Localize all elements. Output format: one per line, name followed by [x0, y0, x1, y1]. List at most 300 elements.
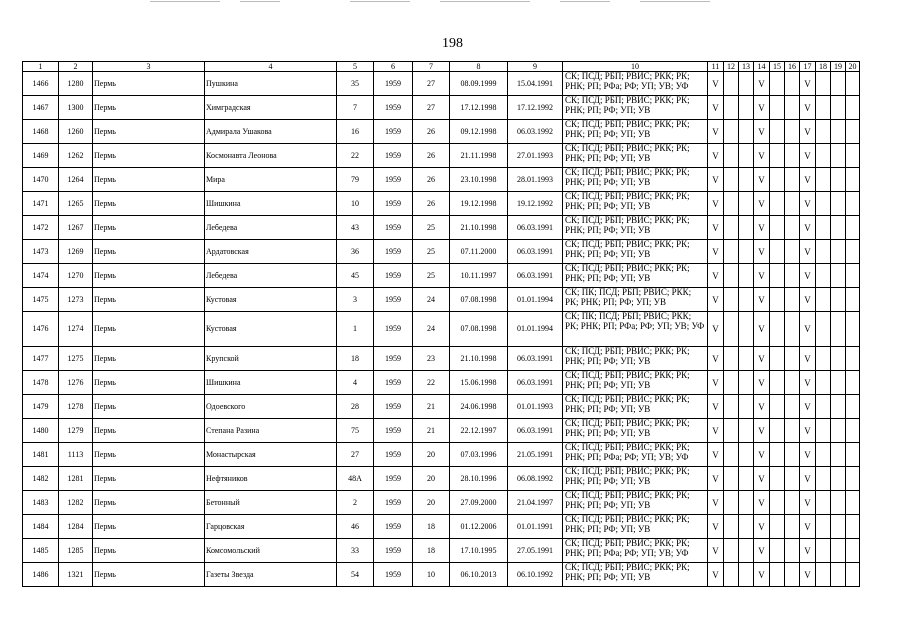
- check-cell-14: V: [754, 192, 770, 216]
- check-cell-15: [770, 419, 785, 443]
- city-cell: Пермь: [93, 443, 205, 467]
- check-cell-13: [739, 539, 754, 563]
- house-cell: 75: [337, 419, 374, 443]
- date2-cell: 06.03.1991: [508, 264, 563, 288]
- check-cell-20: [846, 120, 860, 144]
- check-cell-15: [770, 144, 785, 168]
- check-cell-12: [724, 72, 739, 96]
- house-cell: 27: [337, 443, 374, 467]
- check-cell-18: [816, 144, 831, 168]
- check-cell-20: [846, 192, 860, 216]
- age-cell: 18: [413, 515, 450, 539]
- age-cell: 10: [413, 563, 450, 587]
- house-cell: 22: [337, 144, 374, 168]
- check-cell-11: V: [708, 419, 724, 443]
- check-cell-12: [724, 467, 739, 491]
- check-cell-19: [831, 371, 846, 395]
- types-cell: СК; ПСД; РБП; РВИС; РКК; РК; РНК; РП; РФ; УП; УВ: [563, 120, 708, 144]
- check-cell-15: [770, 467, 785, 491]
- check-cell-18: [816, 443, 831, 467]
- check-cell-19: [831, 216, 846, 240]
- column-header: 11: [708, 62, 724, 72]
- check-cell-20: [846, 491, 860, 515]
- check-cell-13: [739, 120, 754, 144]
- check-cell-17: V: [800, 443, 816, 467]
- check-cell-19: [831, 563, 846, 587]
- date2-cell: 06.10.1992: [508, 563, 563, 587]
- check-cell-19: [831, 395, 846, 419]
- date1-cell: 28.10.1996: [450, 467, 508, 491]
- house-cell: 79: [337, 168, 374, 192]
- age-cell: 26: [413, 168, 450, 192]
- check-cell-17: V: [800, 168, 816, 192]
- street-cell: Комсомольский: [205, 539, 337, 563]
- date2-cell: 06.03.1991: [508, 240, 563, 264]
- check-cell-15: [770, 539, 785, 563]
- city-cell: Пермь: [93, 347, 205, 371]
- date1-cell: 07.08.1998: [450, 288, 508, 312]
- check-cell-13: [739, 395, 754, 419]
- check-cell-16: [785, 491, 800, 515]
- object-id: 1260: [59, 120, 93, 144]
- date1-cell: 07.11.2000: [450, 240, 508, 264]
- check-cell-12: [724, 395, 739, 419]
- check-cell-19: [831, 264, 846, 288]
- house-cell: 48А: [337, 467, 374, 491]
- column-header: 15: [770, 62, 785, 72]
- check-cell-16: [785, 563, 800, 587]
- check-cell-20: [846, 168, 860, 192]
- check-cell-11: V: [708, 168, 724, 192]
- table-row: [23, 312, 860, 347]
- check-cell-12: [724, 371, 739, 395]
- city-cell: Пермь: [93, 491, 205, 515]
- types-cell: СК; ПК; ПСД; РБП; РВИС; РКК; РК; РНК; РП; РФа; РФ; УП; УВ; УФ: [563, 312, 708, 347]
- date2-cell: 15.04.1991: [508, 72, 563, 96]
- check-cell-17: V: [800, 371, 816, 395]
- check-cell-16: [785, 168, 800, 192]
- check-cell-13: [739, 216, 754, 240]
- check-cell-17: V: [800, 419, 816, 443]
- object-id: 1270: [59, 264, 93, 288]
- date2-cell: 06.03.1991: [508, 347, 563, 371]
- check-cell-17: V: [800, 120, 816, 144]
- check-cell-19: [831, 312, 846, 347]
- column-header: 13: [739, 62, 754, 72]
- age-cell: 23: [413, 347, 450, 371]
- row-number: 1471: [23, 192, 59, 216]
- check-cell-11: V: [708, 443, 724, 467]
- check-cell-17: V: [800, 96, 816, 120]
- object-id: 1262: [59, 144, 93, 168]
- city-cell: Пермь: [93, 371, 205, 395]
- column-header: 7: [413, 62, 450, 72]
- date2-cell: 27.01.1993: [508, 144, 563, 168]
- check-cell-18: [816, 216, 831, 240]
- street-cell: Химградская: [205, 96, 337, 120]
- date1-cell: 01.12.2006: [450, 515, 508, 539]
- check-cell-11: V: [708, 347, 724, 371]
- check-cell-19: [831, 491, 846, 515]
- check-cell-19: [831, 168, 846, 192]
- check-cell-19: [831, 192, 846, 216]
- check-cell-11: V: [708, 192, 724, 216]
- check-cell-20: [846, 288, 860, 312]
- year-cell: 1959: [374, 96, 413, 120]
- check-cell-14: V: [754, 144, 770, 168]
- house-cell: 45: [337, 264, 374, 288]
- street-cell: Пушкина: [205, 72, 337, 96]
- street-cell: Нефтяников: [205, 467, 337, 491]
- check-cell-16: [785, 371, 800, 395]
- table-row: [23, 264, 860, 288]
- object-id: 1269: [59, 240, 93, 264]
- house-cell: 10: [337, 192, 374, 216]
- row-number: 1479: [23, 395, 59, 419]
- types-cell: СК; ПК; ПСД; РБП; РВИС; РКК; РК; РНК; РП; РФ; УП; УВ: [563, 288, 708, 312]
- city-cell: Пермь: [93, 264, 205, 288]
- date1-cell: 07.08.1998: [450, 312, 508, 347]
- check-cell-12: [724, 120, 739, 144]
- year-cell: 1959: [374, 419, 413, 443]
- city-cell: Пермь: [93, 216, 205, 240]
- date1-cell: 08.09.1999: [450, 72, 508, 96]
- check-cell-11: V: [708, 120, 724, 144]
- check-cell-19: [831, 144, 846, 168]
- date1-cell: 22.12.1997: [450, 419, 508, 443]
- date1-cell: 23.10.1998: [450, 168, 508, 192]
- check-cell-17: V: [800, 491, 816, 515]
- table-row: [23, 96, 860, 120]
- column-header: 5: [337, 62, 374, 72]
- types-cell: СК; ПСД; РБП; РВИС; РКК; РК; РНК; РП; РФ; УП; УВ: [563, 144, 708, 168]
- check-cell-11: V: [708, 216, 724, 240]
- check-cell-12: [724, 216, 739, 240]
- table-row: [23, 144, 860, 168]
- year-cell: 1959: [374, 395, 413, 419]
- types-cell: СК; ПСД; РБП; РВИС; РКК; РК; РНК; РП; РФ; УП; УВ: [563, 467, 708, 491]
- object-id: 1284: [59, 515, 93, 539]
- check-cell-16: [785, 312, 800, 347]
- date1-cell: 17.12.1998: [450, 96, 508, 120]
- types-cell: СК; ПСД; РБП; РВИС; РКК; РК; РНК; РП; РФ; УП; УВ: [563, 563, 708, 587]
- types-cell: СК; ПСД; РБП; РВИС; РКК; РК; РНК; РП; РФ; УП; УВ: [563, 192, 708, 216]
- check-cell-18: [816, 96, 831, 120]
- table-row: [23, 491, 860, 515]
- column-header: 12: [724, 62, 739, 72]
- check-cell-19: [831, 467, 846, 491]
- year-cell: 1959: [374, 168, 413, 192]
- check-cell-14: V: [754, 288, 770, 312]
- table-row: [23, 443, 860, 467]
- check-cell-14: V: [754, 539, 770, 563]
- column-header: 4: [205, 62, 337, 72]
- city-cell: Пермь: [93, 144, 205, 168]
- object-id: 1278: [59, 395, 93, 419]
- check-cell-18: [816, 347, 831, 371]
- date1-cell: 27.09.2000: [450, 491, 508, 515]
- check-cell-13: [739, 515, 754, 539]
- object-id: 1280: [59, 72, 93, 96]
- check-cell-15: [770, 264, 785, 288]
- house-cell: 54: [337, 563, 374, 587]
- column-header: 17: [800, 62, 816, 72]
- street-cell: Кустовая: [205, 288, 337, 312]
- check-cell-15: [770, 563, 785, 587]
- age-cell: 24: [413, 288, 450, 312]
- year-cell: 1959: [374, 120, 413, 144]
- city-cell: Пермь: [93, 96, 205, 120]
- check-cell-16: [785, 192, 800, 216]
- column-header: 9: [508, 62, 563, 72]
- column-header: 1: [23, 62, 59, 72]
- check-cell-20: [846, 347, 860, 371]
- date2-cell: 06.03.1991: [508, 419, 563, 443]
- check-cell-18: [816, 539, 831, 563]
- date1-cell: 17.10.1995: [450, 539, 508, 563]
- house-cell: 2: [337, 491, 374, 515]
- year-cell: 1959: [374, 563, 413, 587]
- check-cell-19: [831, 443, 846, 467]
- check-cell-15: [770, 168, 785, 192]
- date2-cell: 19.12.1992: [508, 192, 563, 216]
- table-row: [23, 563, 860, 587]
- check-cell-11: V: [708, 395, 724, 419]
- table-row: [23, 240, 860, 264]
- check-cell-13: [739, 168, 754, 192]
- check-cell-18: [816, 515, 831, 539]
- row-number: 1478: [23, 371, 59, 395]
- age-cell: 25: [413, 264, 450, 288]
- check-cell-15: [770, 216, 785, 240]
- check-cell-14: V: [754, 419, 770, 443]
- age-cell: 27: [413, 72, 450, 96]
- check-cell-14: V: [754, 264, 770, 288]
- age-cell: 20: [413, 443, 450, 467]
- check-cell-13: [739, 491, 754, 515]
- check-cell-16: [785, 288, 800, 312]
- check-cell-13: [739, 419, 754, 443]
- check-cell-12: [724, 443, 739, 467]
- check-cell-15: [770, 443, 785, 467]
- date2-cell: 01.01.1991: [508, 515, 563, 539]
- age-cell: 20: [413, 467, 450, 491]
- check-cell-17: V: [800, 467, 816, 491]
- check-cell-13: [739, 144, 754, 168]
- types-cell: СК; ПСД; РБП; РВИС; РКК; РК; РНК; РП; РФа; РФ; УП; УВ; УФ: [563, 443, 708, 467]
- date1-cell: 19.12.1998: [450, 192, 508, 216]
- street-cell: Монастырская: [205, 443, 337, 467]
- object-id: 1300: [59, 96, 93, 120]
- age-cell: 26: [413, 120, 450, 144]
- check-cell-14: V: [754, 443, 770, 467]
- check-cell-13: [739, 192, 754, 216]
- check-cell-12: [724, 491, 739, 515]
- street-cell: Лебедева: [205, 264, 337, 288]
- check-cell-16: [785, 443, 800, 467]
- object-id: 1273: [59, 288, 93, 312]
- street-cell: Степана Разина: [205, 419, 337, 443]
- check-cell-20: [846, 419, 860, 443]
- check-cell-15: [770, 395, 785, 419]
- check-cell-14: V: [754, 120, 770, 144]
- table-row: [23, 168, 860, 192]
- house-cell: 7: [337, 96, 374, 120]
- column-header: 10: [563, 62, 708, 72]
- date1-cell: 24.06.1998: [450, 395, 508, 419]
- object-id: 1281: [59, 467, 93, 491]
- column-header: 16: [785, 62, 800, 72]
- check-cell-15: [770, 312, 785, 347]
- row-number: 1468: [23, 120, 59, 144]
- column-header: 14: [754, 62, 770, 72]
- table-row: [23, 216, 860, 240]
- check-cell-13: [739, 371, 754, 395]
- year-cell: 1959: [374, 240, 413, 264]
- check-cell-16: [785, 96, 800, 120]
- date1-cell: 21.10.1998: [450, 347, 508, 371]
- year-cell: 1959: [374, 72, 413, 96]
- date1-cell: 21.10.1998: [450, 216, 508, 240]
- check-cell-20: [846, 312, 860, 347]
- check-cell-20: [846, 264, 860, 288]
- age-cell: 18: [413, 539, 450, 563]
- house-cell: 1: [337, 312, 374, 347]
- date2-cell: 28.01.1993: [508, 168, 563, 192]
- check-cell-18: [816, 288, 831, 312]
- check-cell-15: [770, 515, 785, 539]
- column-header: 2: [59, 62, 93, 72]
- object-id: 1264: [59, 168, 93, 192]
- check-cell-16: [785, 347, 800, 371]
- check-cell-19: [831, 515, 846, 539]
- check-cell-16: [785, 395, 800, 419]
- check-cell-16: [785, 144, 800, 168]
- check-cell-14: V: [754, 467, 770, 491]
- check-cell-11: V: [708, 467, 724, 491]
- top-edge-artifact: [0, 0, 905, 6]
- check-cell-17: V: [800, 395, 816, 419]
- city-cell: Пермь: [93, 395, 205, 419]
- check-cell-18: [816, 563, 831, 587]
- check-cell-13: [739, 72, 754, 96]
- check-cell-12: [724, 563, 739, 587]
- check-cell-16: [785, 515, 800, 539]
- check-cell-13: [739, 288, 754, 312]
- row-number: 1474: [23, 264, 59, 288]
- check-cell-19: [831, 72, 846, 96]
- types-cell: СК; ПСД; РБП; РВИС; РКК; РК; РНК; РП; РФа; РФ; УП; УВ; УФ: [563, 72, 708, 96]
- check-cell-20: [846, 72, 860, 96]
- date1-cell: 15.06.1998: [450, 371, 508, 395]
- registry-table: [22, 61, 860, 587]
- check-cell-16: [785, 240, 800, 264]
- age-cell: 26: [413, 144, 450, 168]
- row-number: 1472: [23, 216, 59, 240]
- check-cell-20: [846, 96, 860, 120]
- city-cell: Пермь: [93, 419, 205, 443]
- street-cell: Одоевского: [205, 395, 337, 419]
- check-cell-12: [724, 96, 739, 120]
- check-cell-17: V: [800, 264, 816, 288]
- check-cell-13: [739, 443, 754, 467]
- street-cell: Мира: [205, 168, 337, 192]
- check-cell-18: [816, 120, 831, 144]
- year-cell: 1959: [374, 347, 413, 371]
- types-cell: СК; ПСД; РБП; РВИС; РКК; РК; РНК; РП; РФ; УП; УВ: [563, 371, 708, 395]
- age-cell: 25: [413, 240, 450, 264]
- check-cell-20: [846, 240, 860, 264]
- object-id: 1279: [59, 419, 93, 443]
- check-cell-14: V: [754, 168, 770, 192]
- check-cell-18: [816, 264, 831, 288]
- check-cell-12: [724, 419, 739, 443]
- types-cell: СК; ПСД; РБП; РВИС; РКК; РК; РНК; РП; РФ; УП; УВ: [563, 216, 708, 240]
- types-cell: СК; ПСД; РБП; РВИС; РКК; РК; РНК; РП; РФ; УП; УВ: [563, 96, 708, 120]
- street-cell: Газеты Звезда: [205, 563, 337, 587]
- street-cell: Шишкина: [205, 192, 337, 216]
- city-cell: Пермь: [93, 288, 205, 312]
- house-cell: 43: [337, 216, 374, 240]
- city-cell: Пермь: [93, 467, 205, 491]
- check-cell-18: [816, 395, 831, 419]
- row-number: 1469: [23, 144, 59, 168]
- column-header: 19: [831, 62, 846, 72]
- age-cell: 20: [413, 491, 450, 515]
- check-cell-11: V: [708, 563, 724, 587]
- table-row: [23, 371, 860, 395]
- city-cell: Пермь: [93, 312, 205, 347]
- row-number: 1482: [23, 467, 59, 491]
- year-cell: 1959: [374, 443, 413, 467]
- check-cell-15: [770, 288, 785, 312]
- row-number: 1475: [23, 288, 59, 312]
- object-id: 1265: [59, 192, 93, 216]
- age-cell: 26: [413, 192, 450, 216]
- check-cell-19: [831, 288, 846, 312]
- check-cell-13: [739, 96, 754, 120]
- house-cell: 28: [337, 395, 374, 419]
- year-cell: 1959: [374, 312, 413, 347]
- age-cell: 25: [413, 216, 450, 240]
- year-cell: 1959: [374, 539, 413, 563]
- check-cell-12: [724, 264, 739, 288]
- check-cell-12: [724, 288, 739, 312]
- row-number: 1473: [23, 240, 59, 264]
- check-cell-13: [739, 563, 754, 587]
- age-cell: 21: [413, 419, 450, 443]
- check-cell-16: [785, 467, 800, 491]
- check-cell-20: [846, 515, 860, 539]
- check-cell-15: [770, 240, 785, 264]
- check-cell-17: V: [800, 240, 816, 264]
- row-number: 1485: [23, 539, 59, 563]
- check-cell-14: V: [754, 395, 770, 419]
- street-cell: Адмирала Ушакова: [205, 120, 337, 144]
- check-cell-15: [770, 371, 785, 395]
- city-cell: Пермь: [93, 168, 205, 192]
- date1-cell: 10.11.1997: [450, 264, 508, 288]
- street-cell: Шишкина: [205, 371, 337, 395]
- table-row: [23, 419, 860, 443]
- date1-cell: 06.10.2013: [450, 563, 508, 587]
- check-cell-12: [724, 144, 739, 168]
- year-cell: 1959: [374, 216, 413, 240]
- column-header: 6: [374, 62, 413, 72]
- check-cell-12: [724, 347, 739, 371]
- house-cell: 36: [337, 240, 374, 264]
- check-cell-14: V: [754, 491, 770, 515]
